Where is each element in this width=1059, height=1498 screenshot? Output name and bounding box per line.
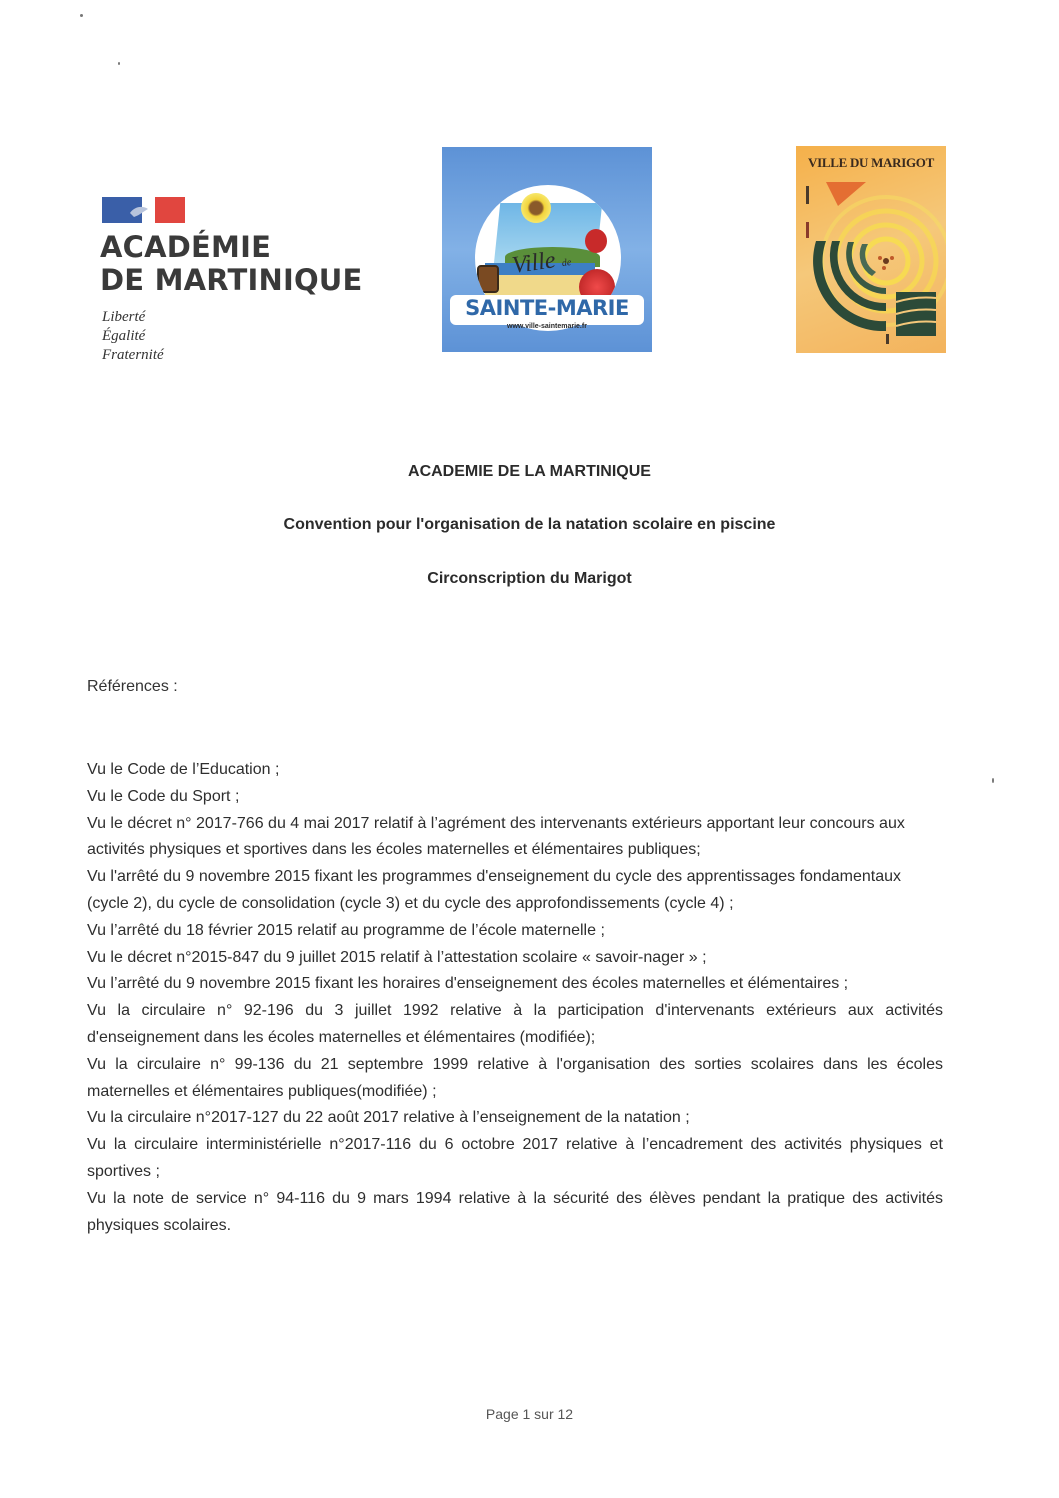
republic-motto (102, 308, 164, 365)
reference-item: Vu la note de service n° 94-116 du 9 mars 1994 relative à la sécurité des élèves pendant la pratique des activités physiques scolaires. (87, 1189, 943, 1234)
ville-sainte-marie-logo (442, 147, 652, 352)
academie-name (100, 231, 363, 297)
reference-item: Vu le Code du Sport ; (87, 787, 240, 805)
flag-red-band (155, 197, 185, 223)
sainte-marie-url: www.ville-saintemarie.fr (507, 323, 587, 330)
references-list (87, 757, 943, 1239)
reference-item: Vu la circulaire interministérielle n°2017-116 du 6 octobre 2017 relative à l’encadrement des activités physiques et sportives ; (87, 1136, 943, 1180)
page-number: Page 1 sur 12 (485, 1406, 574, 1422)
reference-item: Vu l'arrêté du 9 novembre 2015 fixant les programmes d'enseignement du cycle des apprentissages fondamentaux (cycle 2), du cycle de consolidation (cycle 3) et du cycle des approfondissements (cycle 4) ; (87, 868, 901, 912)
document-circonscription: Circonscription du Marigot (427, 570, 632, 587)
scan-speck (118, 62, 120, 65)
marianne-profile-icon (128, 199, 154, 221)
reference-item: Vu l’arrêté du 9 novembre 2015 fixant les horaires d'enseignement des écoles maternelles et élémentaires ; (87, 975, 849, 993)
motto-egalite: Égalité (102, 328, 146, 344)
scan-speck (80, 14, 83, 17)
document-organization: ACADEMIE DE LA MARTINIQUE (408, 463, 651, 480)
references-heading: Références : (87, 678, 178, 695)
reference-item: Vu la circulaire n° 92-196 du 3 juillet 1992 relative à la participation d'intervenants extérieurs aux activités d'enseignement dans les écoles maternelles et élémentaires (modifiée); (87, 1002, 943, 1046)
motto-liberte: Liberté (102, 309, 146, 325)
ville-du-marigot-logo (796, 146, 946, 353)
barrel-icon (477, 265, 499, 293)
scan-speck (992, 778, 994, 783)
reference-item: Vu le décret n°2015-847 du 9 juillet 2015 relatif à l’attestation scolaire « savoir-nager » ; (87, 948, 707, 966)
academie-martinique-logo (100, 193, 370, 373)
reference-item: Vu la circulaire n°2017-127 du 22 août 2017 relative à l’enseignement de la natation ; (87, 1109, 690, 1127)
reference-item: Vu l’arrêté du 18 février 2015 relatif au programme de l’école maternelle ; (87, 921, 605, 939)
sainte-marie-ville-script: Ville de (510, 247, 573, 279)
sainte-marie-title: SAINTE-MARIE (465, 296, 629, 320)
reference-item: Vu le décret n° 2017-766 du 4 mai 2017 relatif à l’agrément des intervenants extérieurs apportant leur concours aux activités physiques et sportives dans les écoles maternelles et élémentaires publiques; (87, 814, 905, 859)
marigot-emblem-icon (796, 146, 946, 353)
academie-name-line2: DE MARTINIQUE (100, 263, 363, 297)
academie-name-line1: ACADÉMIE (100, 230, 272, 264)
hibiscus-bud-icon (585, 229, 607, 253)
sun-icon (521, 193, 551, 223)
reference-item: Vu le Code de l’Education ; (87, 761, 280, 778)
marigot-title: VILLE DU MARIGOT (808, 155, 934, 170)
reference-item: Vu la circulaire n° 99-136 du 21 septembre 1999 relative à l'organisation des sorties scolaires dans les écoles maternelles et élémentaires publiques(modifiée) ; (87, 1055, 943, 1100)
motto-fraternite: Fraternité (102, 347, 164, 363)
document-title: Convention pour l'organisation de la natation scolaire en piscine (283, 516, 776, 533)
